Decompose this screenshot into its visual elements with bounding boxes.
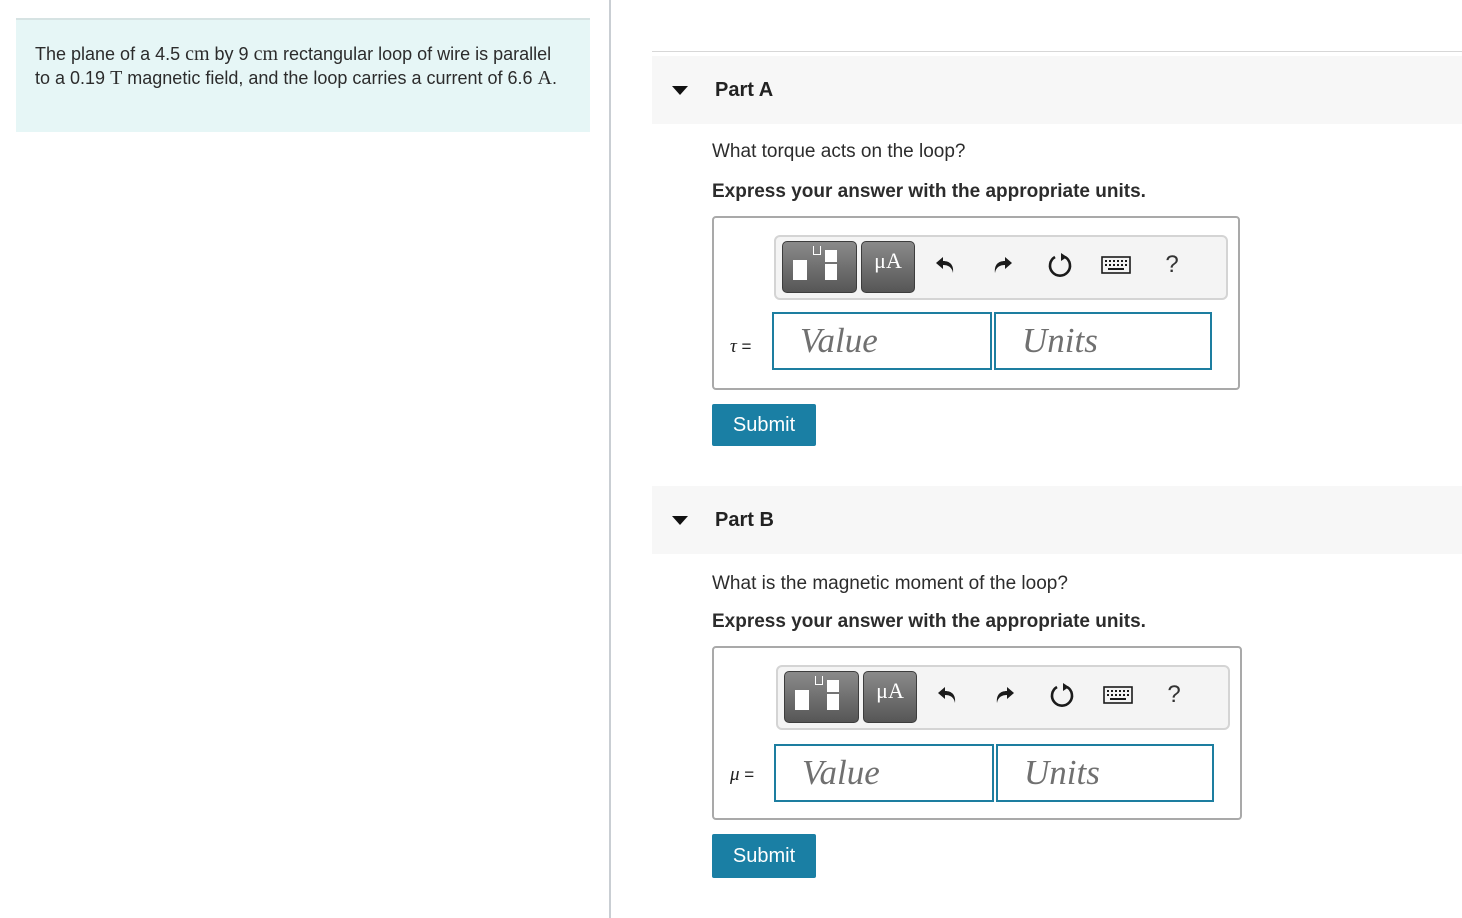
- variable-label: [730, 336, 751, 358]
- problem-text-2: by 9: [209, 44, 254, 64]
- templates-icon: [793, 260, 807, 280]
- part-b-question: What is the magnetic moment of the loop?: [712, 573, 1068, 594]
- part-a-instruction: Express your answer with the appropriate units.: [712, 181, 1146, 202]
- equals-sign: =: [736, 337, 752, 356]
- unit-cm-1: cm: [185, 43, 210, 65]
- redo-icon[interactable]: [984, 247, 1020, 283]
- problem-text-5: .: [551, 68, 557, 88]
- templates-button[interactable]: [784, 671, 859, 723]
- redo-icon[interactable]: [986, 677, 1022, 713]
- undo-icon[interactable]: [930, 677, 966, 713]
- part-a-title: Part A: [715, 78, 774, 101]
- reset-icon[interactable]: [1044, 677, 1080, 713]
- pane-divider[interactable]: [609, 0, 611, 918]
- top-rule: [652, 51, 1462, 52]
- problem-text-3: rectangular loop of wire is parallel to a 0.19: [35, 44, 552, 88]
- reset-icon[interactable]: [1042, 247, 1078, 283]
- mu-symbol: μ: [730, 764, 740, 785]
- templates-button[interactable]: [782, 241, 857, 293]
- collapse-caret-icon[interactable]: [672, 86, 688, 95]
- templates-icon-part: [815, 676, 823, 685]
- part-b-answer-box: [712, 646, 1242, 820]
- keyboard-icon[interactable]: [1098, 247, 1134, 283]
- part-b-title: Part B: [715, 508, 774, 531]
- part-b-instruction: Express your answer with the appropriate units.: [712, 611, 1146, 632]
- math-toolbar: [776, 665, 1230, 730]
- math-toolbar: [774, 235, 1228, 300]
- keyboard-icon[interactable]: [1100, 677, 1136, 713]
- unit-ampere: A: [537, 67, 552, 89]
- unit-cm-2: cm: [253, 43, 279, 65]
- templates-icon-part: [825, 264, 837, 280]
- variable-label: [730, 764, 754, 786]
- value-input[interactable]: [774, 744, 994, 802]
- part-a-question: What torque acts on the loop?: [712, 141, 966, 162]
- unit-tesla: T: [110, 67, 123, 89]
- help-button[interactable]: ?: [1167, 681, 1181, 708]
- templates-icon-part: [813, 246, 821, 255]
- value-input[interactable]: [772, 312, 992, 370]
- part-b-header[interactable]: [652, 486, 1462, 554]
- problem-statement: [16, 18, 590, 132]
- tau-symbol: τ: [730, 336, 737, 357]
- units-input[interactable]: [996, 744, 1214, 802]
- templates-icon-part: [825, 250, 837, 262]
- part-a-answer-box: [712, 216, 1240, 390]
- help-button[interactable]: ?: [1165, 251, 1179, 278]
- collapse-caret-icon[interactable]: [672, 516, 688, 525]
- units-input[interactable]: [994, 312, 1212, 370]
- units-button[interactable]: μA: [861, 241, 915, 293]
- templates-icon-part: [827, 694, 839, 710]
- problem-text-4: magnetic field, and the loop carries a current of 6.6: [122, 68, 538, 88]
- units-button[interactable]: μA: [863, 671, 917, 723]
- templates-icon: [795, 690, 809, 710]
- part-b-submit-button[interactable]: Submit: [712, 834, 816, 878]
- undo-icon[interactable]: [928, 247, 964, 283]
- templates-icon-part: [827, 680, 839, 692]
- part-a-header[interactable]: [652, 56, 1462, 124]
- problem-text-1: The plane of a 4.5: [35, 44, 186, 64]
- part-a-submit-button[interactable]: Submit: [712, 404, 816, 446]
- equals-sign: =: [739, 765, 755, 784]
